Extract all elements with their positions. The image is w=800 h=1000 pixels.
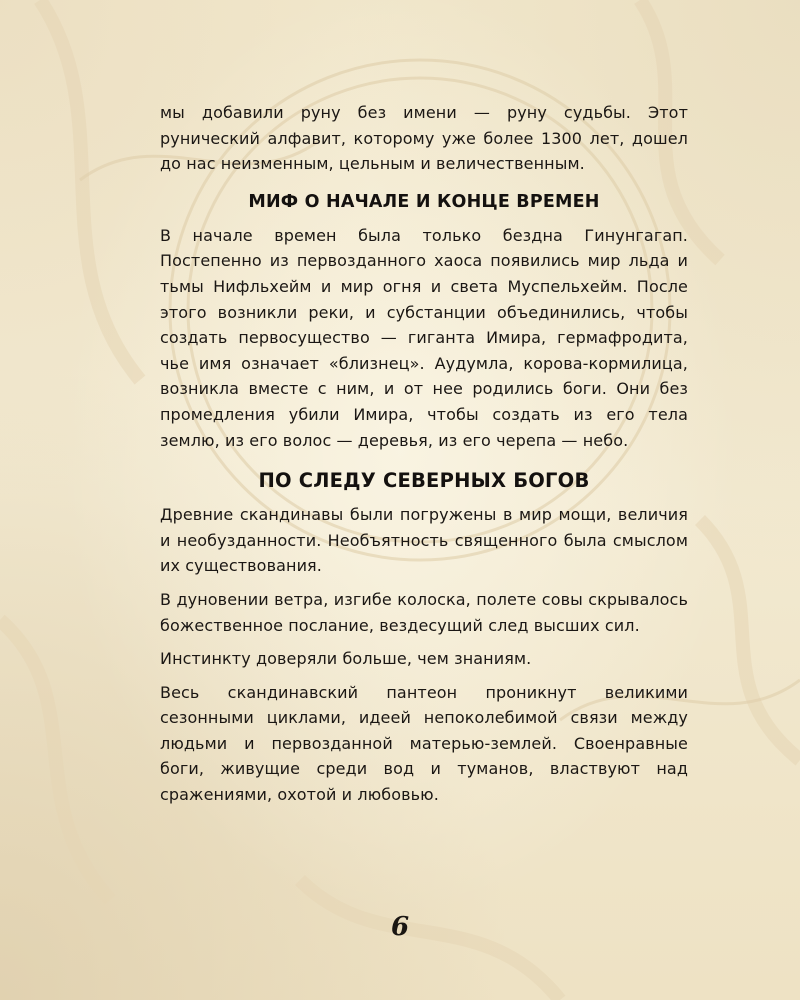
myth-paragraph: В начале времен была только бездна Гинунгагап. Постепенно из первозданного хаоса появились мир льда и тьмы Нифльхейм и мир огня и света Муспельхейм. После этого возникли реки, и субстанции объединились, чтобы создать первосущество — гиганта Имира, гермафродита, чье имя означает «близнец». Аудумла, корова-кормилица, возникла вместе с ним, и от нее родились боги. Они без промедления убили Имира, чтобы создать из его тела землю, из его волос — деревья, из его черепа — небо. — [160, 225, 688, 450]
gods-paragraph-4: Весь скандинавский пантеон проникнут великими сезонными циклами, идеей непоколебимой связи между людьми и первозданной матерью-землей. Своенравные боги, живущие среди вод и туманов, властвуют над сражениями, охотой и любовью. — [160, 682, 688, 805]
gods-paragraph-1: Древние скандинавы были погружены в мир мощи, величия и необузданности. Необъятность священного была смыслом их существования. — [160, 505, 688, 576]
gods-paragraph-2: В дуновении ветра, изгибе колоска, полете совы скрывалось божественное послание, вездесущий след высших сил. — [160, 589, 688, 635]
text-column — [160, 100, 688, 816]
gods-heading: ПО СЛЕДУ СЕВЕРНЫХ БОГОВ — [258, 469, 590, 493]
intro-paragraph: мы добавили руну без имени — руну судьбы. Этот рунический алфавит, которому уже более 1300 лет, дошел до нас неизменным, цельным и величественным. — [160, 103, 688, 174]
myth-heading: МИФ О НАЧАЛЕ И КОНЦЕ ВРЕМЕН — [248, 191, 600, 212]
gods-paragraph-3: Инстинкту доверяли больше, чем знаниям. — [160, 649, 532, 669]
page-number: 6 — [390, 912, 410, 942]
